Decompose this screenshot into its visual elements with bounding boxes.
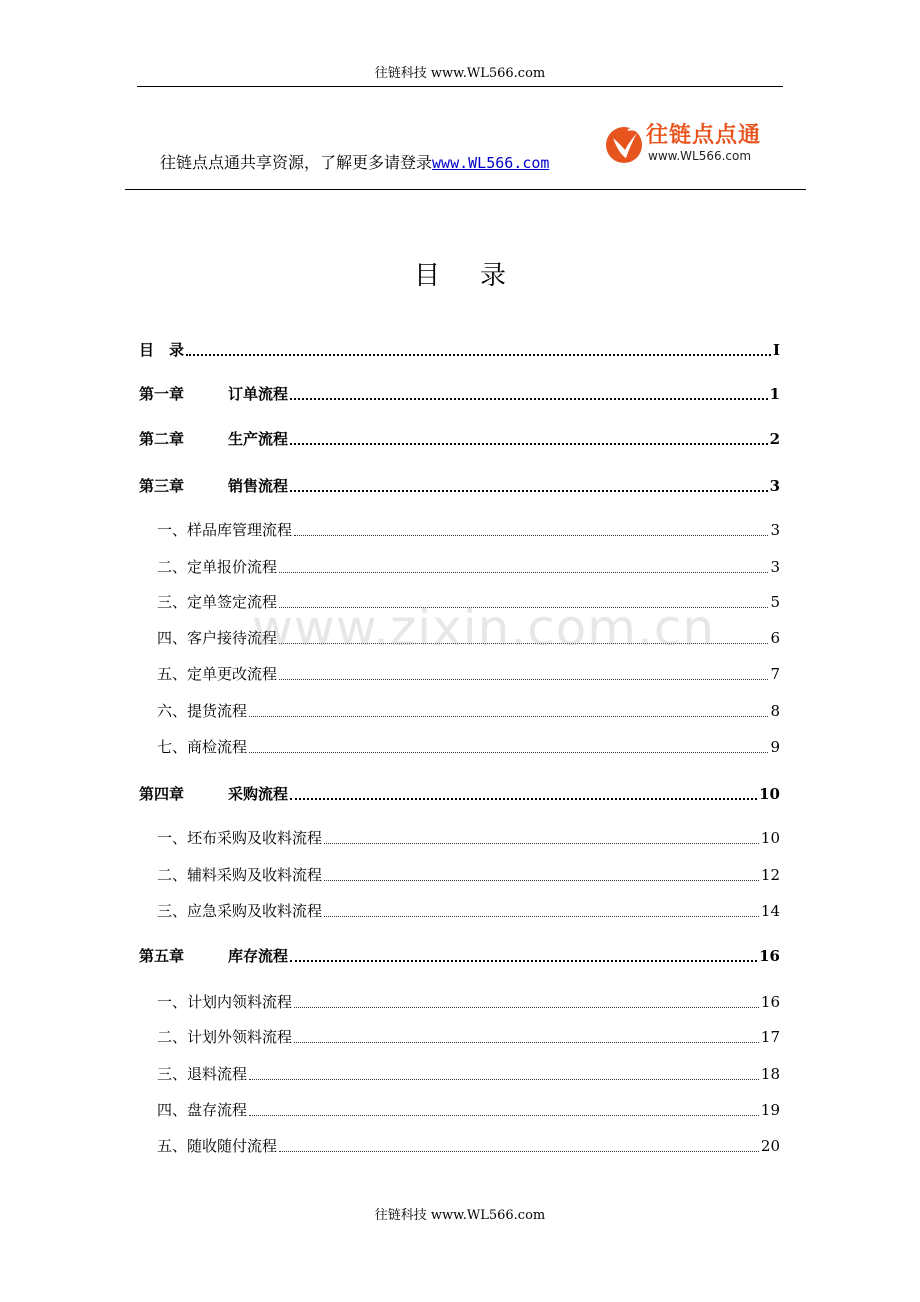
toc-entry-content <box>139 428 780 450</box>
toc-page-number: 10 <box>759 785 780 803</box>
toc-dot-leader <box>324 866 759 881</box>
toc-dot-leader <box>290 384 768 400</box>
toc-entry-content <box>157 1026 780 1048</box>
toc-label: 定单签定流程 <box>187 593 278 611</box>
toc-chapter-entry[interactable] <box>0 945 920 967</box>
toc-section-entry[interactable] <box>0 864 920 886</box>
toc-number: 三、 <box>157 593 188 611</box>
toc-entry-content <box>157 663 780 685</box>
toc-number: 五、 <box>157 665 188 683</box>
logo-swoosh-icon <box>604 124 644 166</box>
toc-label: 采购流程 <box>228 785 289 803</box>
toc-entry-content <box>157 736 780 758</box>
toc-entry-content <box>157 864 780 886</box>
toc-number: 一、 <box>157 521 188 539</box>
toc-label: 提货流程 <box>187 702 248 720</box>
toc-dot-leader <box>279 629 768 644</box>
toc-dot-leader <box>324 902 759 917</box>
toc-label: 辅料采购及收料流程 <box>187 866 323 884</box>
toc-label: 计划外领料流程 <box>187 1028 293 1046</box>
toc-entry-content <box>157 519 780 541</box>
toc-page-number: 7 <box>770 665 780 683</box>
toc-number: 六、 <box>157 702 188 720</box>
toc-section-entry[interactable] <box>0 1063 920 1085</box>
toc-label: 定单报价流程 <box>187 558 278 576</box>
toc-page-number: 1 <box>769 385 780 403</box>
toc-entry-content <box>157 900 780 922</box>
toc-number: 五、 <box>157 1137 188 1155</box>
toc-page-number: 14 <box>760 902 780 920</box>
toc-entry-content <box>157 1063 780 1085</box>
toc-label: 应急采购及收料流程 <box>187 902 323 920</box>
toc-page-number: 8 <box>770 702 780 720</box>
toc-entry-content <box>139 383 780 405</box>
toc-page-number: 3 <box>770 521 780 539</box>
toc-page-number: 16 <box>759 947 780 965</box>
toc-chapter-entry[interactable] <box>0 383 920 405</box>
toc-label: 退料流程 <box>187 1065 248 1083</box>
toc-page-number: 20 <box>760 1137 780 1155</box>
toc-entry-content <box>157 591 780 613</box>
toc-section-entry[interactable] <box>0 1135 920 1157</box>
toc-dot-leader <box>279 593 768 608</box>
toc-number: 第二章 <box>139 430 185 448</box>
toc-number: 第五章 <box>139 947 185 965</box>
toc-section-entry[interactable] <box>0 827 920 849</box>
toc-page-number: 19 <box>760 1101 780 1119</box>
page-title: 目录 <box>413 261 546 291</box>
toc-section-entry[interactable] <box>0 519 920 541</box>
toc-label: 盘存流程 <box>187 1101 248 1119</box>
banner-rule <box>125 189 806 190</box>
toc-entry-content <box>157 991 780 1013</box>
toc-number: 一、 <box>157 829 188 847</box>
toc-number: 第三章 <box>139 477 185 495</box>
toc-number: 二、 <box>157 866 188 884</box>
toc-entry-content <box>157 827 780 849</box>
banner-link[interactable]: www.WL566.com <box>432 154 550 172</box>
toc-label: 生产流程 <box>228 430 289 448</box>
toc-dot-leader <box>279 558 768 573</box>
toc-page-number: 9 <box>770 738 780 756</box>
toc-entry-content <box>157 1135 780 1157</box>
banner-text: 往链点点通共享资源，了解更多请登录 <box>160 153 433 172</box>
watermark: www.zixin.com.cn <box>252 599 716 657</box>
toc-dot-leader <box>279 1137 759 1152</box>
toc-page-number: 10 <box>760 829 780 847</box>
logo-name: 往链点点通 <box>646 123 762 148</box>
toc-page-number: I <box>772 341 780 359</box>
toc-label: 商检流程 <box>187 738 248 756</box>
toc-label: 订单流程 <box>228 385 289 403</box>
toc-label: 销售流程 <box>228 477 289 495</box>
toc-label: 定单更改流程 <box>187 665 278 683</box>
toc-section-entry[interactable] <box>0 556 920 578</box>
toc-page-number: 5 <box>770 593 780 611</box>
running-footer: 往链科技 www.WL566.com <box>374 1208 546 1223</box>
toc-number: 二、 <box>157 558 188 576</box>
share-banner <box>160 152 549 174</box>
toc-label: 随收随付流程 <box>187 1137 278 1155</box>
toc-number: 二、 <box>157 1028 188 1046</box>
toc-entry-content <box>139 475 780 497</box>
toc-dot-leader <box>249 1065 759 1080</box>
toc-section-entry[interactable] <box>0 736 920 758</box>
toc-label: 坯布采购及收料流程 <box>187 829 323 847</box>
running-header: 往链科技 www.WL566.com <box>374 66 546 81</box>
toc-page-number: 17 <box>760 1028 780 1046</box>
toc-entry-content <box>157 700 780 722</box>
toc-page-number: 6 <box>770 629 780 647</box>
toc-label: 样品库管理流程 <box>187 521 293 539</box>
toc-label: 计划内领料流程 <box>187 993 293 1011</box>
toc-label: 客户接待流程 <box>187 629 278 647</box>
toc-dot-leader <box>290 946 757 962</box>
toc-page-number: 18 <box>760 1065 780 1083</box>
toc-page-number: 3 <box>770 558 780 576</box>
toc-page-number: 16 <box>760 993 780 1011</box>
toc-entry-content <box>157 556 780 578</box>
toc-number: 第四章 <box>139 785 185 803</box>
toc-number: 第一章 <box>139 385 185 403</box>
toc-dot-leader <box>249 1101 759 1116</box>
toc-dot-leader <box>294 1028 759 1043</box>
toc-entry-content <box>157 627 780 649</box>
toc-entry-content <box>139 945 780 967</box>
toc-section-entry[interactable] <box>0 1099 920 1121</box>
toc-dot-leader <box>249 702 768 717</box>
toc-section-entry[interactable] <box>0 991 920 1013</box>
toc-number: 四、 <box>157 1101 188 1119</box>
toc-page-number: 12 <box>760 866 780 884</box>
toc-number: 四、 <box>157 629 188 647</box>
toc-section-entry[interactable] <box>0 700 920 722</box>
toc-number: 三、 <box>157 902 188 920</box>
toc-dot-leader <box>279 665 768 680</box>
toc-section-entry[interactable] <box>0 1026 920 1048</box>
toc-chapter-entry[interactable] <box>0 783 920 805</box>
toc-page-number: 3 <box>769 477 780 495</box>
toc-dot-leader <box>290 429 768 445</box>
toc-number: 七、 <box>157 738 188 756</box>
logo-url: www.WL566.com <box>648 149 752 163</box>
toc-label: 库存流程 <box>228 947 289 965</box>
header-rule <box>137 86 783 87</box>
toc-entry-content <box>139 783 780 805</box>
toc-dot-leader <box>249 738 768 753</box>
toc-entry-content <box>139 339 780 361</box>
toc-number: 一、 <box>157 993 188 1011</box>
toc-dot-leader <box>294 993 759 1008</box>
toc-dot-leader <box>294 521 768 536</box>
toc-section-entry[interactable] <box>0 663 920 685</box>
toc-section-entry[interactable] <box>0 591 920 613</box>
toc-number: 目 录 <box>139 341 185 359</box>
toc-dot-leader <box>186 340 771 356</box>
toc-chapter-entry[interactable] <box>0 475 920 497</box>
toc-chapter-entry[interactable] <box>0 339 920 361</box>
wl566-logo <box>604 122 764 168</box>
toc-entry-content <box>157 1099 780 1121</box>
toc-chapter-entry[interactable] <box>0 428 920 450</box>
toc-dot-leader <box>290 476 768 492</box>
toc-section-entry[interactable] <box>0 627 920 649</box>
toc-dot-leader <box>290 784 757 800</box>
toc-section-entry[interactable] <box>0 900 920 922</box>
toc-dot-leader <box>324 829 759 844</box>
toc-page-number: 2 <box>769 430 780 448</box>
toc-number: 三、 <box>157 1065 188 1083</box>
